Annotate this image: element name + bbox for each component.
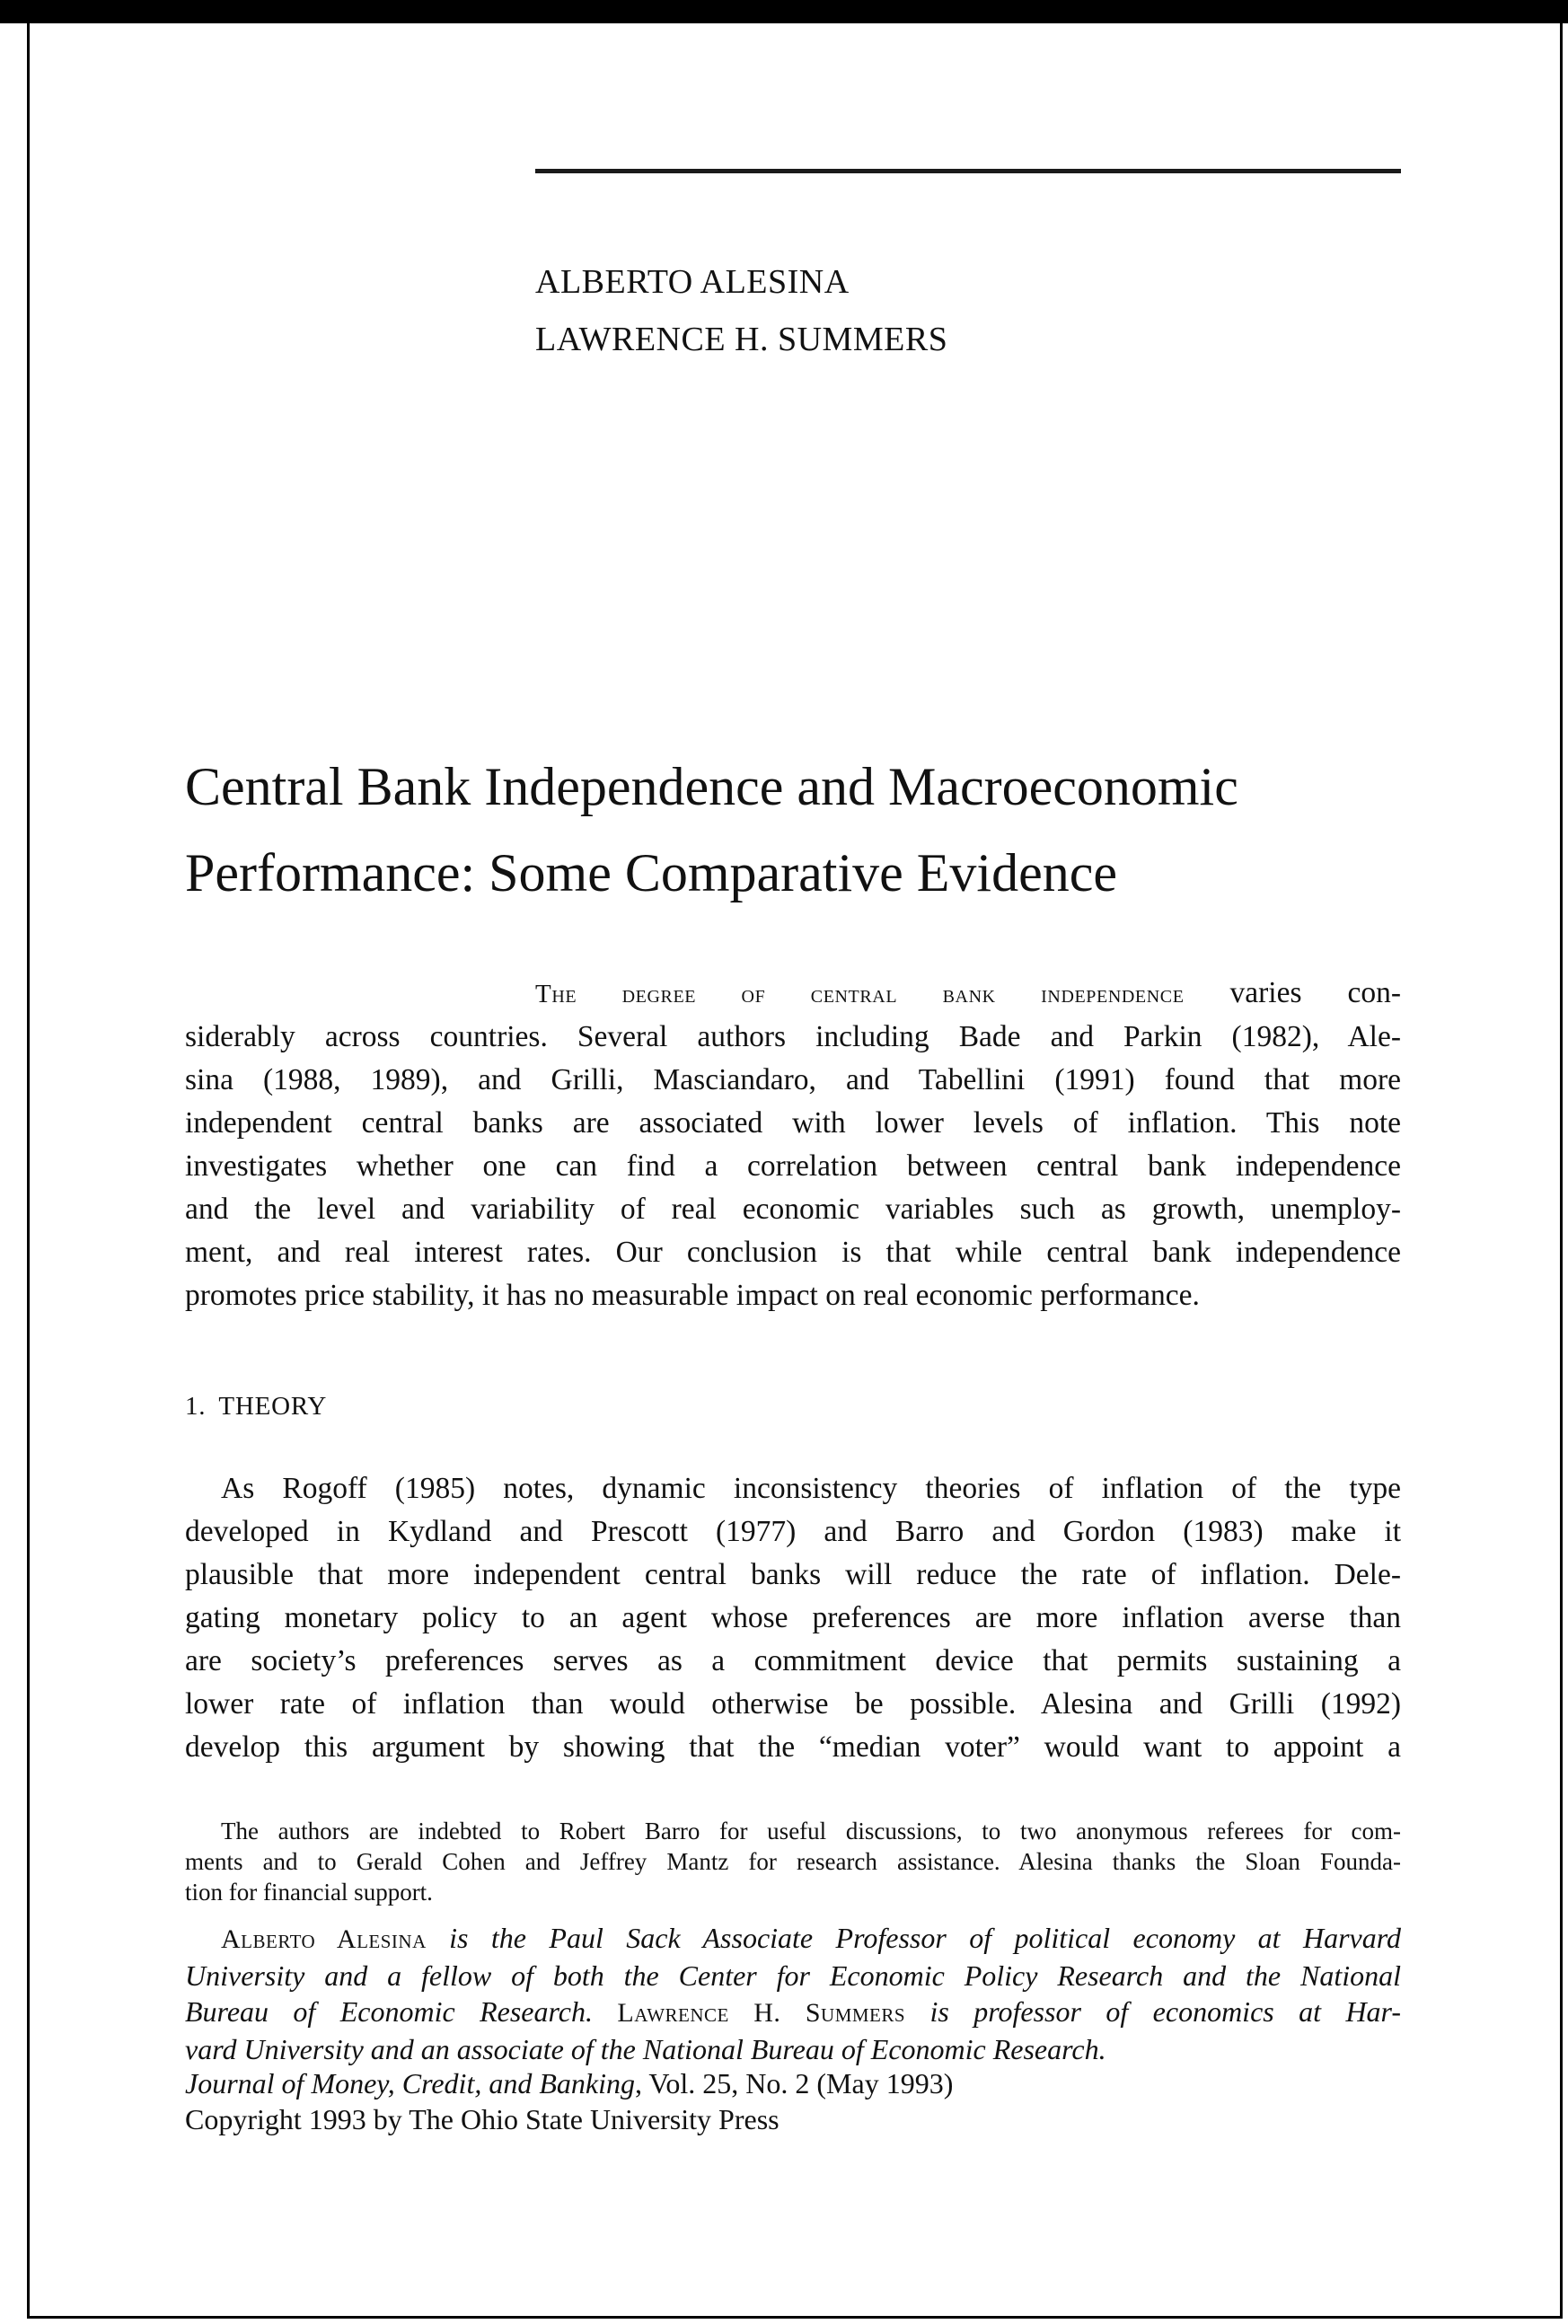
body-line: gating monetary policy to an agent whose preferences are more inflation averse than [185, 1601, 1401, 1634]
bio-line [185, 1994, 1401, 2031]
abstract-paragraph [185, 972, 1401, 1317]
bio-line: vard University and an associate of the National Bureau of Economic Research. [185, 2033, 1106, 2065]
title-line: Central Bank Independence and Macroeconomic [185, 757, 1238, 816]
section-title: THEORY [218, 1392, 328, 1421]
body-line: are society’s preferences serves as a commitment device that permits sustaining a [185, 1644, 1401, 1677]
journal-name: Journal of Money, Credit, and Banking [185, 2067, 635, 2100]
body-paragraph [185, 1467, 1401, 1769]
article-title [185, 744, 1442, 916]
abstract-line: sina (1988, 1989), and Grilli, Masciandaro, and Tabellini (1991) found that more [185, 1063, 1401, 1096]
acknowledgment-footnote [185, 1816, 1401, 1907]
abstract-line: investigates whether one can find a correlation between central bank independence [185, 1149, 1401, 1183]
abstract-line: independent central banks are associated with lower levels of inflation. This note [185, 1106, 1401, 1140]
body-line: plausible that more independent central banks will reduce the rate of inflation. Dele- [185, 1558, 1401, 1591]
author-name: ALBERTO ALESINA [535, 263, 850, 301]
section-number: 1. [185, 1392, 207, 1421]
bio-text: is professor of economics at Har- [905, 1995, 1402, 2028]
bio-author-name: Lawrence H. Summers [617, 1998, 906, 2028]
abstract-line: ment, and real interest rates. Our conclusion is that while central bank independence [185, 1236, 1401, 1269]
copyright-line: Copyright 1993 by The Ohio State University Press [185, 2103, 780, 2135]
journal-citation [185, 2065, 1401, 2137]
footnote-line: tion for financial support. [185, 1879, 433, 1906]
footnote-line: The authors are indebted to Robert Barro for useful discussions, to two anonymous referees for com- [221, 1818, 1401, 1844]
abstract-line: and the level and variability of real economic variables such as growth, unemploy- [185, 1193, 1401, 1226]
abstract-lead-smallcaps: The degree of central bank independence [535, 980, 1185, 1008]
bio-author-name: Alberto Alesina [221, 1924, 427, 1954]
page-top-border [0, 0, 1568, 23]
body-line: lower rate of inflation than would otherwise be possible. Alesina and Grilli (1992) [185, 1687, 1401, 1721]
abstract-line: promotes price stability, it has no measurable impact on real economic performance. [185, 1279, 1200, 1312]
title-line: Performance: Some Comparative Evidence [185, 843, 1117, 902]
bio-text: Bureau of Economic Research. [185, 1995, 618, 2028]
section-heading [185, 1392, 327, 1422]
journal-volume: , Vol. 25, No. 2 (May 1993) [634, 2067, 954, 2100]
abstract-first-line-rest: varies con- [1184, 976, 1402, 1009]
author-block [535, 253, 1433, 368]
body-line: develop this argument by showing that the “median voter” would want to appoint a [185, 1730, 1401, 1764]
header-rule [535, 169, 1401, 173]
bio-text: is the Paul Sack Associate Professor of political economy at Harvard [426, 1922, 1402, 1954]
abstract-line: siderably across countries. Several authors including Bade and Parkin (1982), Ale- [185, 1020, 1401, 1053]
bio-line [185, 1920, 1401, 1958]
journal-info-line [185, 2065, 1401, 2101]
bio-line: University and a fellow of both the Center for Economic Policy Research and the National [185, 1959, 1401, 1992]
author-name: LAWRENCE H. SUMMERS [535, 321, 948, 358]
footnote-line: ments and to Gerald Cohen and Jeffrey Mantz for research assistance. Alesina thanks the Sloan Founda- [185, 1848, 1401, 1875]
body-line: developed in Kydland and Prescott (1977) and Barro and Gordon (1983) make it [185, 1515, 1401, 1548]
author-bio [185, 1920, 1401, 2067]
abstract-first-line [185, 972, 1401, 1016]
body-line: As Rogoff (1985) notes, dynamic inconsistency theories of inflation of the type [221, 1472, 1401, 1505]
